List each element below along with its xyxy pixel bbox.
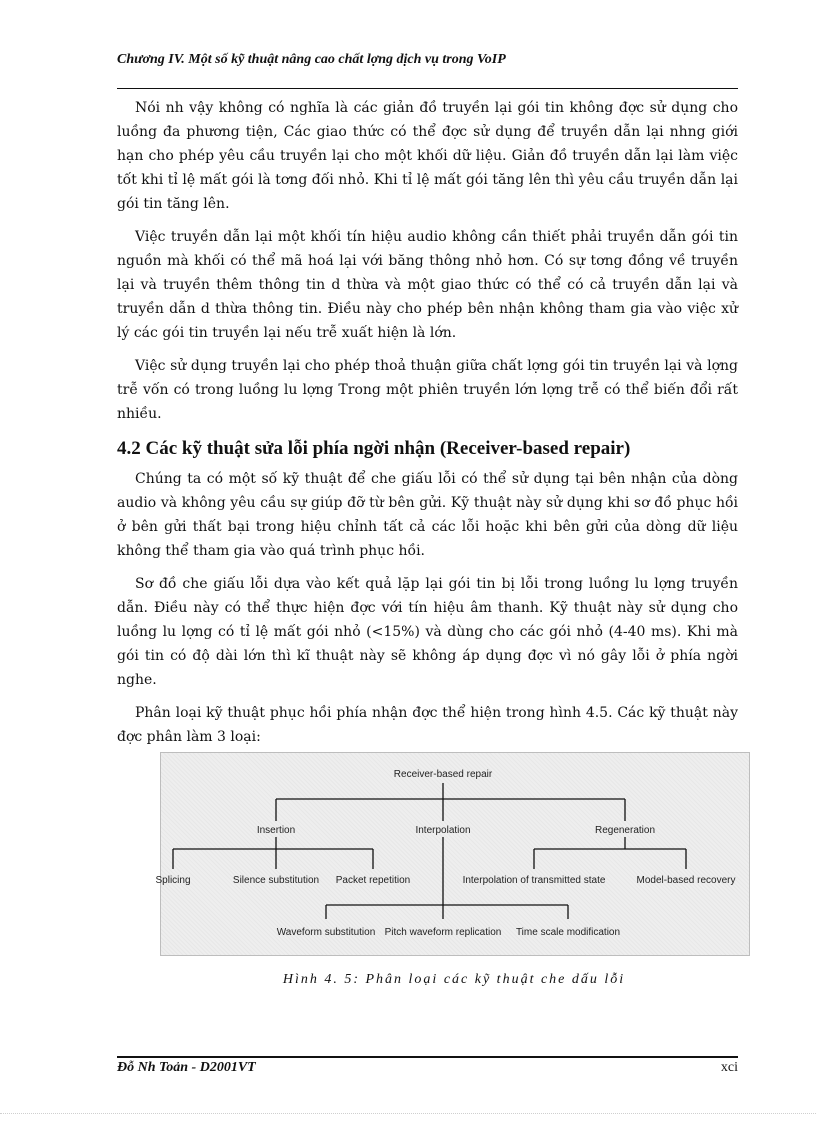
paragraph-6: Phân loại kỹ thuật phục hồi phía nhận đợc thể hiện trong hình 4.5. Các kỹ thuật này đợc phân làm 3 loại: <box>117 705 738 745</box>
figure-caption: Hình 4. 5: Phân loại các kỹ thuật che dấu lỗi <box>282 972 626 987</box>
classification-diagram <box>155 752 750 956</box>
node-insertion: Insertion <box>256 825 296 836</box>
page-number: xci <box>720 1060 738 1075</box>
node-interpolation: Interpolation <box>415 825 471 836</box>
node-interpolation-transmitted-state: Interpolation of transmitted state <box>462 875 606 886</box>
node-waveform-substitution: Waveform substitution <box>276 927 376 938</box>
header-divider <box>117 88 738 89</box>
paragraph-5: Sơ đồ che giấu lỗi dựa vào kết quả lặp lại gói tin bị lỗi trong luồng lu lợng truyền dẫn. Điều này có thể thực hiện đợc với tín hiệu âm thanh. Kỹ thuật này sử dụng cho luồng lu lợng có tỉ lệ mất gói nhỏ (<15%) và dùng cho các gói nhỏ (4-40 ms). Khi mà gói tin có độ dài lớn thì kĩ thuật này sẽ không áp dụng đợc vì nó gây lỗi ở phía ngời nghe. <box>117 576 738 688</box>
node-splicing: Splicing <box>155 875 191 886</box>
node-silence-substitution: Silence substitution <box>232 875 320 886</box>
page-edge <box>0 1113 816 1114</box>
paragraph-1: Nói nh vậy không có nghĩa là các giản đồ truyền lại gói tin không đợc sử dụng cho luồng đa phương tiện, Các giao thức có thể đợc sử dụng để truyền dẫn lại nhng giới hạn cho phép yêu cầu truyền lại cho một khối dữ liệu. Giản đồ truyền dẫn lại làm việc tốt khi tỉ lệ mất gói là tơng đối nhỏ. Khi tỉ lệ mất gói tăng lên thì yêu cầu truyền dẫn lại gói tin tăng lên. <box>117 100 738 212</box>
footer-author: Đỗ Nh Toản - D2001VT <box>117 1060 256 1075</box>
paragraph-3: Việc sử dụng truyền lại cho phép thoả thuận giữa chất lợng gói tin truyền lại và lợng trễ vốn có trong luồng lu lợng Trong một phiên truyền lớn lợng trễ có thể biến đổi rất nhiều. <box>117 358 738 422</box>
diagram-svg <box>155 753 749 955</box>
body-text <box>117 96 738 758</box>
paragraph-2: Việc truyền dẫn lại một khối tín hiệu audio không cần thiết phải truyền dẫn gói tin nguồn mà khối có thể mã hoá lại với băng thông nhỏ hơn. Có sự tơng đồng về truyền lại và truyền thêm thông tin d thừa và một giao thức có thể có cả truyền dẫn lại và truyền dẫn d thừa thông tin. Điều này cho phép bên nhận không tham gia vào việc xử lý các gói tin truyền lại nếu trễ xuất hiện là lớn. <box>117 229 738 341</box>
node-time-scale-modification: Time scale modification <box>515 927 621 938</box>
node-pitch-waveform-replication: Pitch waveform replication <box>384 927 502 938</box>
node-packet-repetition: Packet repetition <box>335 875 411 886</box>
node-model-based-recovery: Model-based recovery <box>636 875 736 886</box>
running-header: Chương IV. Một số kỹ thuật nâng cao chất lợng dịch vụ trong VoIP <box>117 52 506 67</box>
paragraph-4: Chúng ta có một số kỹ thuật để che giấu lỗi có thể sử dụng tại bên nhận của dòng audio và không yêu cầu sự giúp đỡ từ bên gửi. Kỹ thuật này sử dụng khi sơ đồ phục hồi ở bên gửi thất bại trong hiệu chỉnh tất cả các lỗi hoặc khi bên gửi của dòng dữ liệu không thể tham gia vào quá trình phục hồi. <box>117 471 738 559</box>
connector-lines <box>173 783 686 919</box>
section-heading: 4.2 Các kỹ thuật sửa lỗi phía ngời nhận (Receiver-based repair) <box>117 438 631 459</box>
node-root: Receiver-based repair <box>393 769 493 780</box>
footer-divider <box>117 1056 738 1058</box>
node-regeneration: Regeneration <box>594 825 656 836</box>
